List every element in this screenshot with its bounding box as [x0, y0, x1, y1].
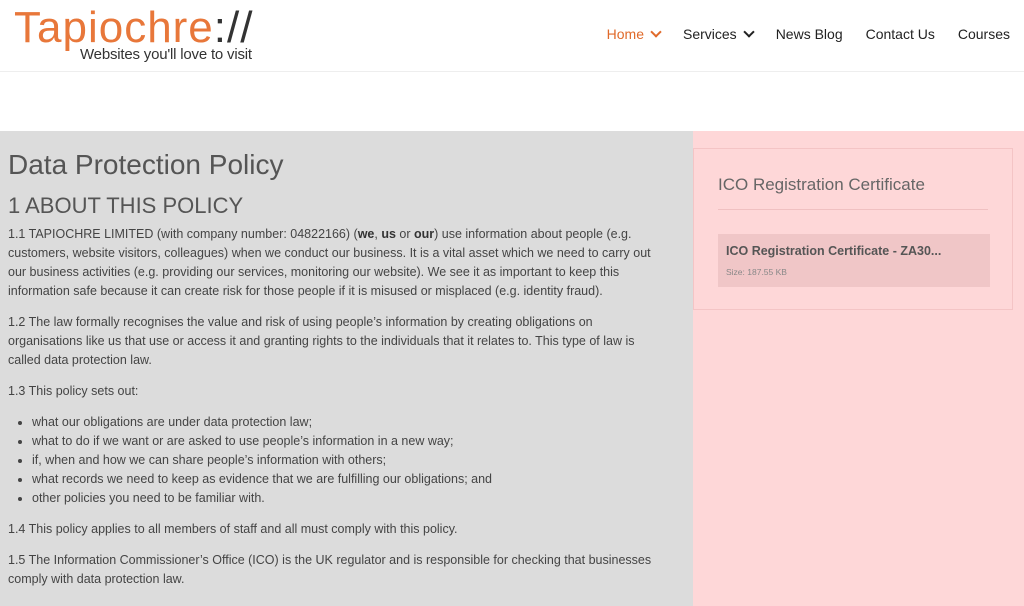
nav-item-home[interactable]: Home	[607, 26, 660, 42]
nav-item-courses[interactable]: Courses	[957, 26, 1010, 42]
chevron-down-icon	[743, 26, 754, 37]
main-content	[0, 131, 693, 606]
file-download-card[interactable]	[718, 234, 990, 287]
paragraph-1-2: 1.2 The law formally recognises the value and risk of using people’s information by creating obligations on organisations like us that use or access it and granting rights to the individuals that it relates to. This type of law is called data protection law.	[8, 315, 635, 367]
paragraph-1-3: 1.3 This policy sets out:	[8, 384, 139, 398]
divider	[718, 209, 988, 210]
paragraph-1-4: 1.4 This policy applies to all members of staff and all must comply with this policy.	[8, 522, 458, 536]
site-header	[0, 0, 1024, 72]
section-heading: 1 ABOUT THIS POLICY	[8, 193, 244, 218]
main-nav	[584, 26, 1010, 42]
ico-widget	[693, 148, 1013, 310]
list-item: • if, when and how we can share people’s information with others;	[32, 451, 685, 470]
file-name-link[interactable]: ICO Registration Certificate - ZA30...	[726, 244, 942, 258]
logo-wordmark: Tapiochre://	[14, 3, 254, 52]
nav-item-contact-us[interactable]: Contact Us	[865, 26, 935, 42]
list-item: • what to do if we want or are asked to use people’s information in a new way;	[32, 432, 685, 451]
file-size: Size: 187.55 KB	[726, 267, 787, 277]
page-title: Data Protection Policy	[8, 149, 284, 180]
logo-tagline: Websites you'll love to visit	[80, 46, 252, 63]
paragraph-1-1: 1.1 TAPIOCHRE LIMITED (with company number: 04822166) (we, us or our) use information about people (e.g. customers, website visitors, colleagues) when we conduct our business. It is a vital asset which we need to carry out our business activities (e.g. providing our services, monitoring our website). We see it as important to keep this information safe because it can create risk for those people if it is misused or misplaced (e.g. identity fraud).	[8, 227, 651, 298]
chevron-down-icon	[650, 26, 661, 37]
list-item: • other policies you need to be familiar with.	[32, 489, 685, 508]
nav-item-services[interactable]: Services	[683, 26, 753, 42]
sidebar	[693, 131, 1024, 606]
list-item: • what our obligations are under data protection law;	[32, 413, 685, 432]
paragraph-1-5: 1.5 The Information Commissioner’s Office (ICO) is the UK regulator and is responsible for checking that businesses comply with data protection law.	[8, 553, 652, 586]
widget-title: ICO Registration Certificate	[718, 175, 925, 194]
list-item: • what records we need to keep as evidence that we are fulfilling our obligations; and	[32, 470, 685, 489]
policy-list	[8, 413, 685, 508]
site-logo[interactable]	[14, 4, 254, 64]
nav-item-news-blog[interactable]: News Blog	[775, 26, 843, 42]
